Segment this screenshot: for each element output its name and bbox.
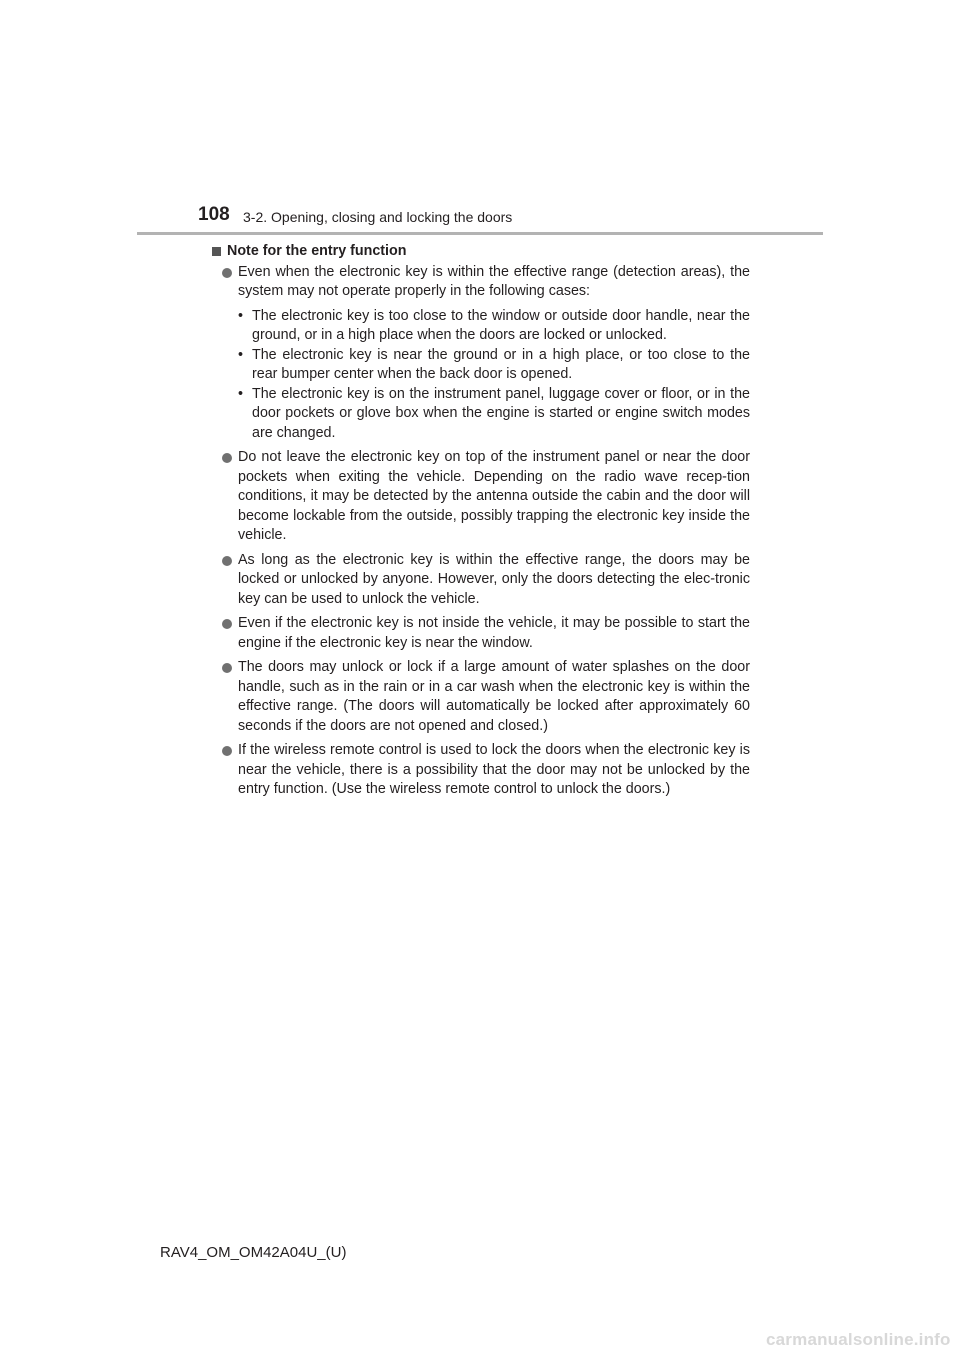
bullet-item — [212, 448, 750, 546]
content-area — [212, 242, 750, 805]
bullet-item — [212, 741, 750, 800]
dot-bullet-icon: • — [238, 307, 244, 324]
sub-item-text: The electronic key is on the instrument panel, luggage cover or floor, or in the door pockets or glove box when the engine is started or engine switch modes are changed. — [252, 385, 750, 441]
sub-list-item — [212, 385, 750, 444]
page-number: 108 — [198, 204, 230, 225]
circle-bullet-icon — [222, 663, 232, 673]
bullet-text: As long as the electronic key is within the effective range, the doors may be locked or unlocked by anyone. However, only the doors detecting the elec-tronic key can be used to unlock the vehicle. — [238, 551, 750, 607]
bullet-text: If the wireless remote control is used to lock the doors when the electronic key is near the vehicle, there is a possibility that the door may not be unlocked by the entry function. (Use the wireless remote control to unlock the doors.) — [238, 742, 750, 797]
bullet-item — [212, 658, 750, 736]
circle-bullet-icon — [222, 746, 232, 756]
document-code: RAV4_OM_OM42A04U_(U) — [160, 1244, 347, 1261]
page-header — [198, 204, 828, 234]
sub-list — [212, 307, 750, 444]
bullet-item — [212, 614, 750, 653]
sub-list-item — [212, 346, 750, 385]
bullet-item — [212, 263, 750, 302]
subheading-text: Note for the entry function — [227, 243, 407, 259]
dot-bullet-icon: • — [238, 385, 244, 402]
bullet-text: Even if the electronic key is not inside the vehicle, it may be possible to start the engine if the electronic key is near the window. — [238, 615, 750, 651]
circle-bullet-icon — [222, 619, 232, 629]
sub-item-text: The electronic key is near the ground or in a high place, or too close to the rear bumper center when the back door is opened. — [252, 346, 750, 382]
header-divider — [137, 232, 823, 235]
circle-bullet-icon — [222, 453, 232, 463]
section-title: 3-2. Opening, closing and locking the doors — [243, 209, 513, 225]
dot-bullet-icon: • — [238, 346, 244, 363]
bullet-text: Even when the electronic key is within the effective range (detection areas), the system may not operate properly in the following cases: — [238, 263, 750, 299]
sub-list-item — [212, 307, 750, 346]
bullet-text: Do not leave the electronic key on top of the instrument panel or near the door pockets when exiting the vehicle. Depending on the radio wave recep-tion conditions, it may be detected by the antenna outside the cabin and the door will become lockable from the outside, possibly trapping the electronic key inside the vehicle. — [238, 449, 750, 543]
bullet-text: The doors may unlock or lock if a large amount of water splashes on the door handle, such as in the rain or in a car wash when the electronic key is within the effective range. (The doors will automatically be locked after approximately 60 seconds if the doors are not opened and closed.) — [238, 659, 750, 734]
sub-item-text: The electronic key is too close to the window or outside door handle, near the ground, or in a high place when the doors are locked or unlocked. — [252, 307, 750, 343]
subheading — [212, 242, 750, 262]
watermark: carmanualsonline.info — [766, 1330, 951, 1349]
circle-bullet-icon — [222, 556, 232, 566]
bullet-item — [212, 551, 750, 610]
circle-bullet-icon — [222, 268, 232, 278]
square-bullet-icon — [212, 247, 221, 256]
